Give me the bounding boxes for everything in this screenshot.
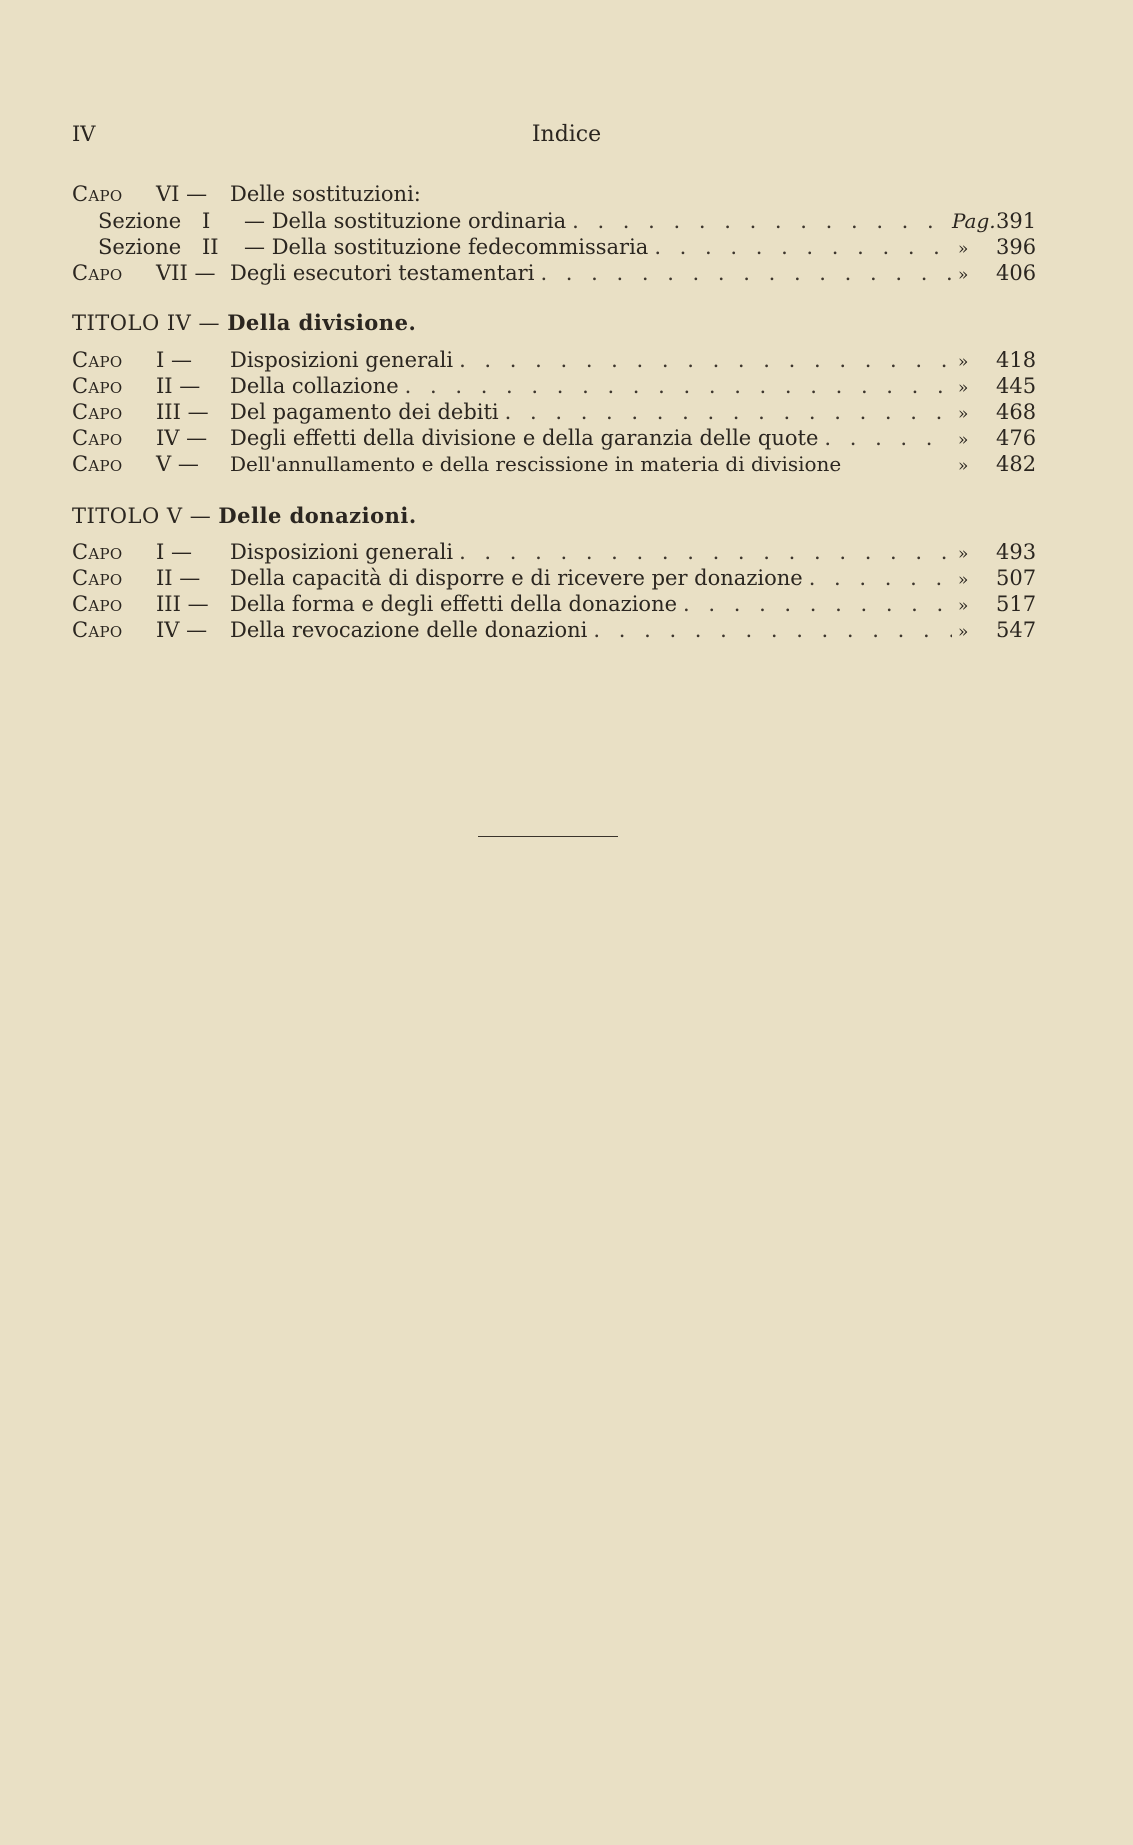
entry-label: Capo: [72, 400, 123, 424]
toc-entry: [72, 182, 1034, 208]
entry-label: Sezione: [98, 209, 182, 233]
entry-title: — Della sostituzione fedecommissaria: [244, 235, 649, 259]
entry-title: Disposizioni generali: [230, 540, 454, 564]
page-value: 468: [996, 400, 1037, 424]
toc-entry: [72, 540, 1037, 566]
page-value: 493: [996, 540, 1037, 564]
entry-title: Delle sostituzioni:: [230, 182, 421, 206]
leader-dots: [593, 618, 952, 642]
page-value: 418: [996, 348, 1037, 372]
toc-entry: [72, 374, 1037, 400]
page-ref: »: [958, 596, 969, 616]
toc-entry: [72, 348, 1037, 374]
entry-label: Capo: [72, 182, 123, 206]
entry-label: Sezione: [98, 235, 182, 259]
toc-entry: [98, 235, 1037, 261]
page-ref: »: [958, 430, 969, 450]
page-ref: »: [958, 622, 969, 642]
page-number: IV: [72, 122, 96, 146]
entry-label: Capo: [72, 348, 123, 372]
leader-dots: [824, 426, 952, 450]
entry-title: Disposizioni generali: [230, 348, 454, 372]
entry-label: Capo: [72, 618, 123, 642]
entry-title: Degli effetti della divisione e della garanzia delle quote: [230, 426, 819, 450]
toc-entry: [72, 400, 1037, 426]
section-heading: TITOLO IV — Della divisione.: [72, 310, 417, 335]
entry-number: IV —: [156, 426, 208, 450]
entry-number: II: [202, 235, 219, 259]
entry-title: Della capacità di disporre e di ricevere per donazione: [230, 566, 803, 590]
entry-title: Della collazione: [230, 374, 399, 398]
section-heading: TITOLO V — Delle donazioni.: [72, 503, 417, 528]
page-value: 517: [996, 592, 1037, 616]
page-value: 396: [996, 235, 1037, 259]
leader-dots: [459, 540, 952, 564]
entry-label: Capo: [72, 426, 123, 450]
entry-number: III —: [156, 592, 209, 616]
entry-number: III —: [156, 400, 209, 424]
toc-entry: [72, 452, 1037, 478]
page-ref: »: [958, 378, 969, 398]
end-rule: [478, 836, 618, 837]
entry-label: Capo: [72, 540, 123, 564]
entry-title: Della forma e degli effetti della donazione: [230, 592, 678, 616]
entry-label: Capo: [72, 566, 123, 590]
leader-dots: [540, 261, 952, 285]
entry-label: Capo: [72, 452, 123, 476]
leader-dots: [405, 374, 952, 398]
toc-entry: [72, 592, 1037, 618]
page-ref: »: [958, 456, 969, 476]
page-ref: »: [958, 352, 969, 372]
entry-number: I: [202, 209, 211, 233]
toc-entry: [72, 426, 1037, 452]
entry-number: V —: [156, 452, 199, 476]
page-ref: »: [958, 544, 969, 564]
page-ref: »: [958, 570, 969, 590]
page-value: 406: [996, 261, 1037, 285]
page-ref: »: [958, 239, 969, 259]
running-title: Indice: [531, 122, 602, 147]
entry-number: VI —: [156, 182, 208, 206]
page-value: 445: [996, 374, 1037, 398]
entry-title: — Della sostituzione ordinaria: [244, 209, 567, 233]
leader-dots: [683, 592, 952, 616]
entry-number: I —: [156, 540, 192, 564]
page-value: 391: [996, 209, 1037, 233]
leader-dots: [654, 235, 952, 259]
entry-number: I —: [156, 348, 192, 372]
page-value: 507: [996, 566, 1037, 590]
leader-dots: [809, 566, 952, 590]
entry-title: Dell'annullamento e della rescissione in materia di divisione: [230, 452, 842, 476]
leader-dots: [459, 348, 952, 372]
entry-number: II —: [156, 374, 201, 398]
page-value: 547: [996, 618, 1037, 642]
page-ref: »: [958, 404, 969, 424]
page-ref: »: [958, 265, 969, 285]
entry-title: Del pagamento dei debiti: [230, 400, 499, 424]
toc-entry: [72, 618, 1037, 644]
leader-dots: [572, 209, 946, 233]
entry-title: Degli esecutori testamentari: [230, 261, 535, 285]
leader-dots: [505, 400, 952, 424]
entry-number: IV —: [156, 618, 208, 642]
entry-number: II —: [156, 566, 201, 590]
page-value: 482: [996, 452, 1037, 476]
entry-number: VII —: [156, 261, 216, 285]
toc-entry: [72, 261, 1037, 287]
page-ref: Pag.: [952, 209, 996, 233]
entry-label: Capo: [72, 592, 123, 616]
page-value: 476: [996, 426, 1037, 450]
entry-title: Della revocazione delle donazioni: [230, 618, 588, 642]
entry-label: Capo: [72, 374, 123, 398]
toc-entry: [98, 209, 1037, 235]
toc-entry: [72, 566, 1037, 592]
entry-label: Capo: [72, 261, 123, 285]
